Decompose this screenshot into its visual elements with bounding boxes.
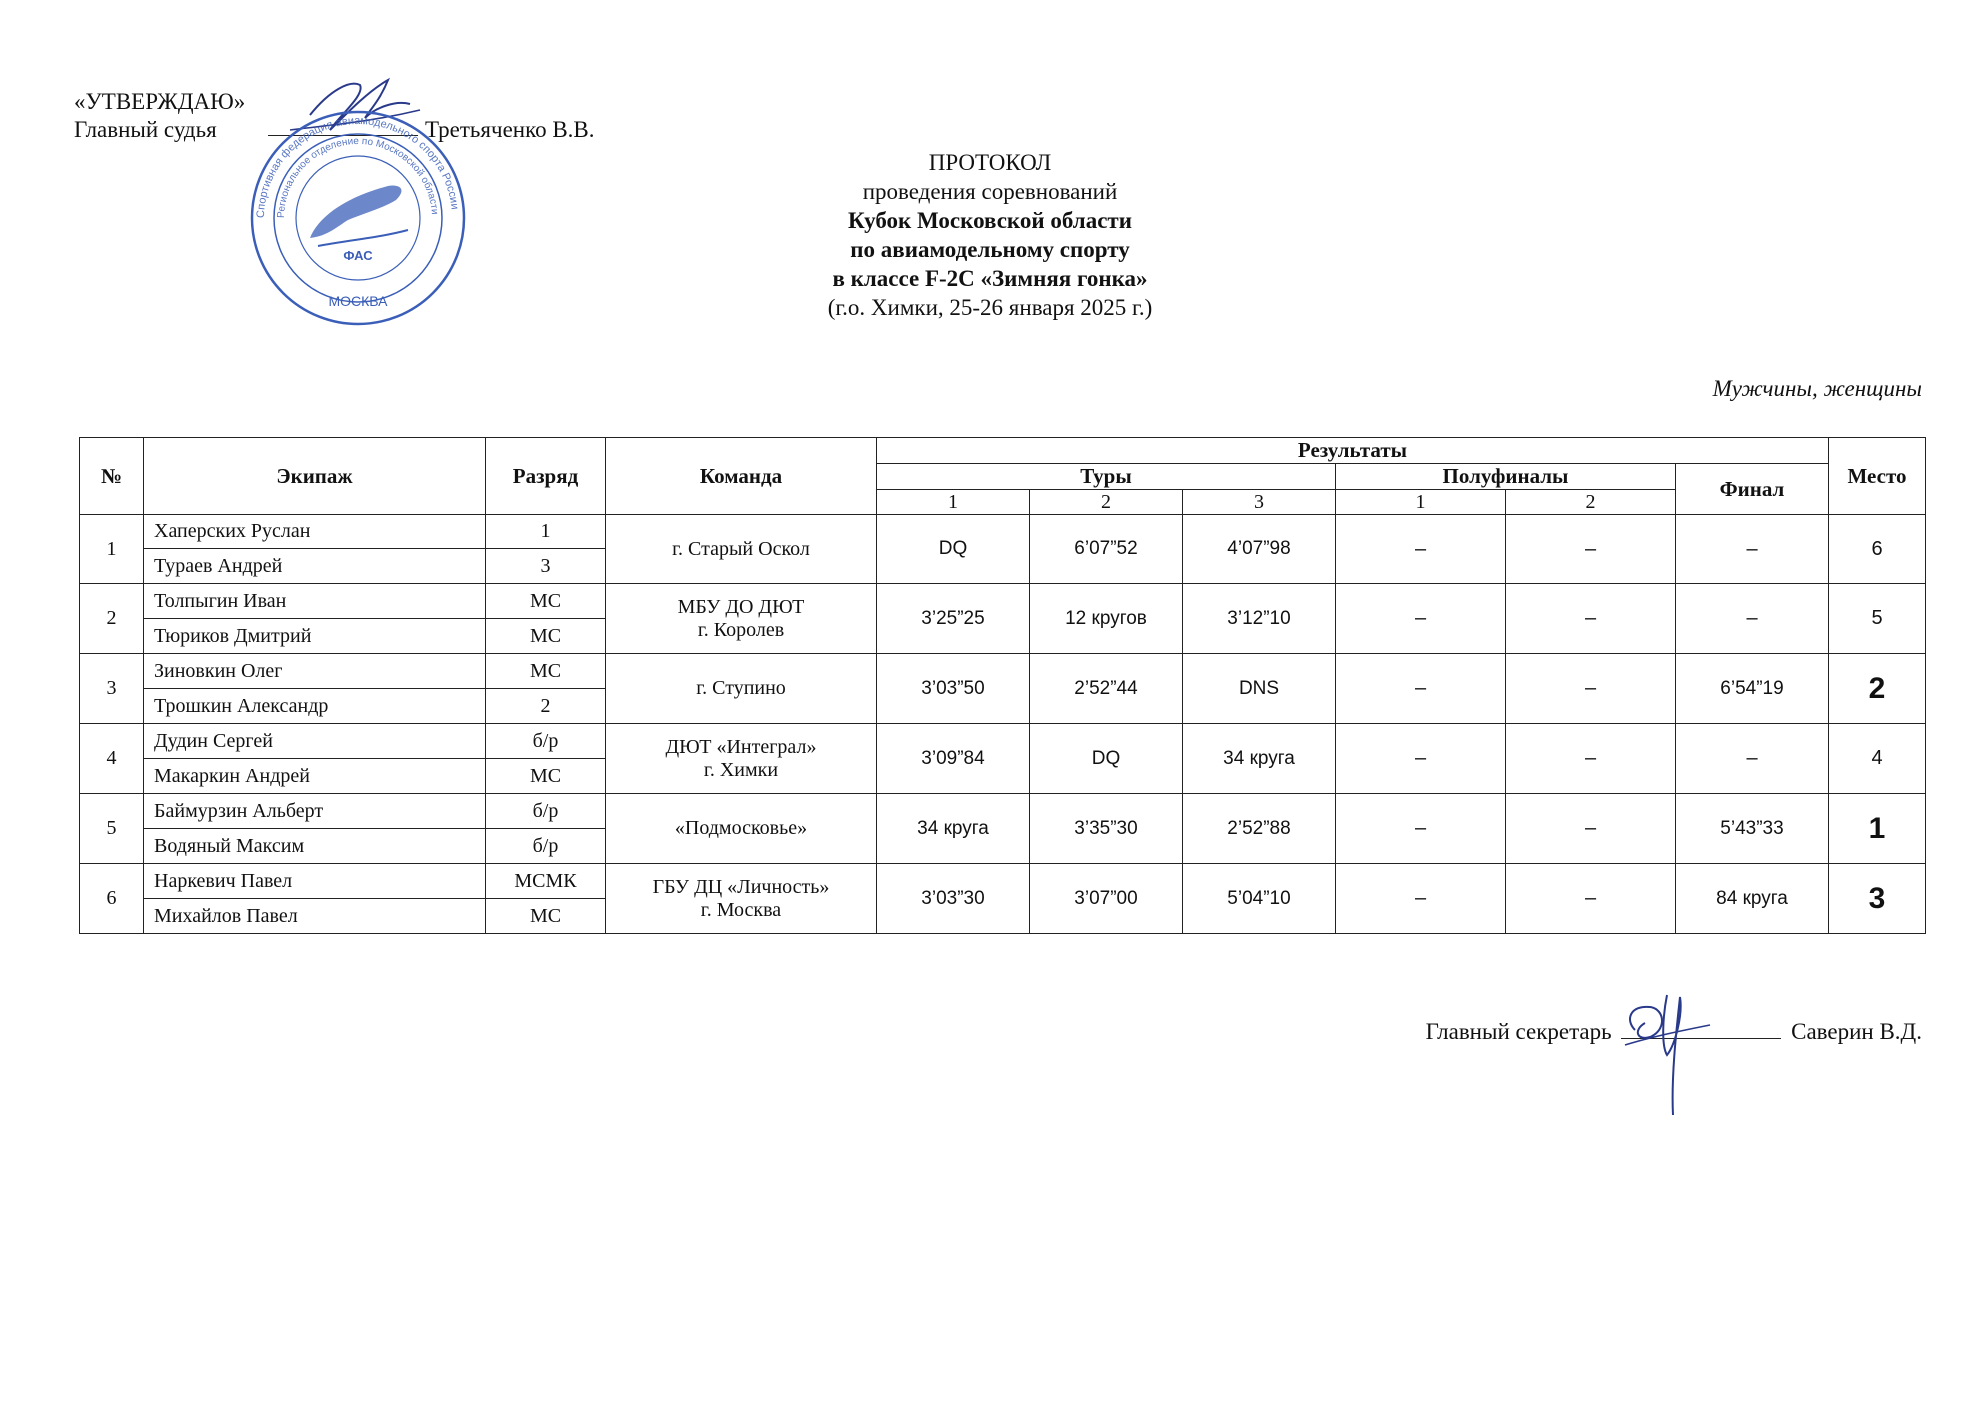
header-results: Результаты bbox=[877, 438, 1829, 464]
header-rank: Разряд bbox=[486, 438, 606, 515]
tour-1-result: 34 круга bbox=[877, 794, 1030, 864]
pilot-rank: б/р bbox=[486, 829, 606, 864]
tour-2-result: 3’07”00 bbox=[1030, 864, 1183, 934]
pilot-name: Тюриков Дмитрий bbox=[144, 619, 486, 654]
team-line-1: г. Старый Оскол bbox=[672, 537, 810, 560]
header-final: Финал bbox=[1676, 464, 1829, 515]
team-line-1: ДЮТ «Интеграл» bbox=[665, 735, 817, 758]
team-line-1: «Подмосковье» bbox=[674, 817, 808, 839]
pilot-rank: МС bbox=[486, 759, 606, 794]
header-tour-1: 1 bbox=[877, 490, 1030, 515]
place-cell: 6 bbox=[1829, 515, 1926, 584]
tour-1-result: 3’25”25 bbox=[877, 584, 1030, 654]
tour-2-result: 3’35”30 bbox=[1030, 794, 1183, 864]
row-num: 4 bbox=[80, 724, 144, 794]
semi-2-result: – bbox=[1506, 864, 1676, 934]
place-cell: 3 bbox=[1829, 864, 1926, 934]
semi-2-result: – bbox=[1506, 724, 1676, 794]
place-cell: 1 bbox=[1829, 794, 1926, 864]
table-row bbox=[80, 864, 1926, 899]
header-tour-3: 3 bbox=[1183, 490, 1336, 515]
pilot-name: Водяный Максим bbox=[144, 829, 486, 864]
table-row bbox=[80, 794, 1926, 829]
pilot-name: Наркевич Павел bbox=[144, 864, 486, 899]
semi-2-result: – bbox=[1506, 654, 1676, 724]
stamp-inner-text: Региональное отделение по Московской области bbox=[275, 135, 440, 219]
judge-signature-line bbox=[268, 135, 418, 136]
judge-signature bbox=[270, 70, 430, 150]
stamp-outer-text: Спортивная федерация авиамодельного спорта России bbox=[254, 114, 461, 219]
tour-1-result: 3’03”30 bbox=[877, 864, 1030, 934]
judge-name: Третьяченко В.В. bbox=[425, 117, 595, 142]
pilot-name: Баймурзин Альберт bbox=[144, 794, 486, 829]
approve-label: «УТВЕРЖДАЮ» bbox=[74, 89, 246, 114]
pilot-rank: 1 bbox=[486, 515, 606, 549]
semi-1-result: – bbox=[1336, 515, 1506, 584]
semi-2-result: – bbox=[1506, 515, 1676, 584]
semi-1-result: – bbox=[1336, 794, 1506, 864]
header-semifinals: Полуфиналы bbox=[1336, 464, 1676, 490]
final-result: – bbox=[1676, 584, 1829, 654]
team-line-2: г. Химки bbox=[703, 758, 779, 781]
row-num: 5 bbox=[80, 794, 144, 864]
place-cell: 4 bbox=[1829, 724, 1926, 794]
secretary-signature bbox=[1605, 975, 1715, 1120]
category-label: Мужчины, женщины bbox=[1712, 376, 1922, 401]
tour-2-result: 2’52”44 bbox=[1030, 654, 1183, 724]
table-row bbox=[80, 724, 1926, 759]
tour-1-result: DQ bbox=[877, 515, 1030, 584]
title-line-3: Кубок Московской области bbox=[848, 208, 1132, 233]
tour-1-result: 3’03”50 bbox=[877, 654, 1030, 724]
stamp-logo-text: ФАС bbox=[343, 248, 373, 263]
pilot-rank: б/р bbox=[486, 724, 606, 759]
row-num: 1 bbox=[80, 515, 144, 584]
header-team: Команда bbox=[606, 438, 877, 515]
pilot-name: Тураев Андрей bbox=[144, 549, 486, 584]
title-line-5: в классе F-2C «Зимняя гонка» bbox=[832, 266, 1148, 291]
table-row bbox=[80, 515, 1926, 549]
team-cell bbox=[606, 724, 877, 794]
header-tours: Туры bbox=[877, 464, 1336, 490]
title-line-4: по авиамодельному спорту bbox=[850, 237, 1130, 262]
tour-2-result: 12 кругов bbox=[1030, 584, 1183, 654]
semi-1-result: – bbox=[1336, 864, 1506, 934]
tour-2-result: DQ bbox=[1030, 724, 1183, 794]
approval-block bbox=[74, 88, 595, 144]
team-line-1: г. Ступино bbox=[696, 677, 786, 699]
pilot-name: Хаперских Руслан bbox=[144, 515, 486, 549]
final-result: 6’54”19 bbox=[1676, 654, 1829, 724]
secretary-block bbox=[1426, 1018, 1922, 1045]
semi-2-result: – bbox=[1506, 794, 1676, 864]
pilot-name: Трошкин Александр bbox=[144, 689, 486, 724]
stamp-city: МОСКВА bbox=[328, 293, 388, 309]
header-semi-1: 1 bbox=[1336, 490, 1506, 515]
pilot-name: Толпыгин Иван bbox=[144, 584, 486, 619]
header-crew: Экипаж bbox=[144, 438, 486, 515]
pilot-rank: 3 bbox=[486, 549, 606, 584]
pilot-rank: МС bbox=[486, 619, 606, 654]
final-result: 84 круга bbox=[1676, 864, 1829, 934]
team-cell bbox=[606, 794, 877, 864]
pilot-name: Зиновкин Олег bbox=[144, 654, 486, 689]
team-line-2: г. Москва bbox=[700, 898, 782, 921]
semi-1-result: – bbox=[1336, 654, 1506, 724]
pilot-name: Михайлов Павел bbox=[144, 899, 486, 934]
tour-3-result: DNS bbox=[1183, 654, 1336, 724]
results-table bbox=[79, 437, 1926, 934]
pilot-rank: б/р bbox=[486, 794, 606, 829]
header-semi-2: 2 bbox=[1506, 490, 1676, 515]
row-num: 3 bbox=[80, 654, 144, 724]
judge-position: Главный судья bbox=[74, 117, 217, 142]
header-tour-2: 2 bbox=[1030, 490, 1183, 515]
pilot-rank: МС bbox=[486, 584, 606, 619]
place-cell: 5 bbox=[1829, 584, 1926, 654]
pilot-rank: МС bbox=[486, 654, 606, 689]
tour-3-result: 5’04”10 bbox=[1183, 864, 1336, 934]
title-line-1: ПРОТОКОЛ bbox=[928, 150, 1052, 175]
team-cell bbox=[606, 654, 877, 724]
tour-3-result: 34 круга bbox=[1183, 724, 1336, 794]
final-result: – bbox=[1676, 724, 1829, 794]
team-line-1: МБУ ДО ДЮТ bbox=[677, 595, 805, 618]
table-row bbox=[80, 654, 1926, 689]
semi-1-result: – bbox=[1336, 724, 1506, 794]
title-line-6: (г.о. Химки, 25-26 января 2025 г.) bbox=[827, 295, 1153, 320]
pilot-rank: 2 bbox=[486, 689, 606, 724]
place-cell: 2 bbox=[1829, 654, 1926, 724]
title-line-2: проведения соревнований bbox=[862, 179, 1118, 204]
header-place: Место bbox=[1829, 438, 1926, 515]
final-result: – bbox=[1676, 515, 1829, 584]
secretary-position: Главный секретарь bbox=[1425, 1019, 1612, 1044]
header-num: № bbox=[80, 438, 144, 515]
pilot-name: Макаркин Андрей bbox=[144, 759, 486, 794]
row-num: 6 bbox=[80, 864, 144, 934]
tour-1-result: 3’09”84 bbox=[877, 724, 1030, 794]
table-row bbox=[80, 584, 1926, 619]
row-num: 2 bbox=[80, 584, 144, 654]
secretary-signature-line bbox=[1621, 1018, 1781, 1039]
secretary-name: Саверин В.Д. bbox=[1791, 1019, 1922, 1044]
tour-3-result: 2’52”88 bbox=[1183, 794, 1336, 864]
svg-text:Региональное отделение по Моск bbox=[276, 136, 440, 218]
tour-3-result: 4’07”98 bbox=[1183, 515, 1336, 584]
pilot-name: Дудин Сергей bbox=[144, 724, 486, 759]
tour-2-result: 6’07”52 bbox=[1030, 515, 1183, 584]
team-line-1: ГБУ ДЦ «Личность» bbox=[652, 875, 830, 898]
team-cell bbox=[606, 515, 877, 584]
team-cell bbox=[606, 584, 877, 654]
team-line-2: г. Королев bbox=[697, 618, 785, 641]
semi-1-result: – bbox=[1336, 584, 1506, 654]
team-cell bbox=[606, 864, 877, 934]
protocol-title bbox=[640, 148, 1340, 322]
pilot-rank: МС bbox=[486, 899, 606, 934]
tour-3-result: 3’12”10 bbox=[1183, 584, 1336, 654]
final-result: 5’43”33 bbox=[1676, 794, 1829, 864]
semi-2-result: – bbox=[1506, 584, 1676, 654]
pilot-rank: МСМК bbox=[486, 864, 606, 899]
